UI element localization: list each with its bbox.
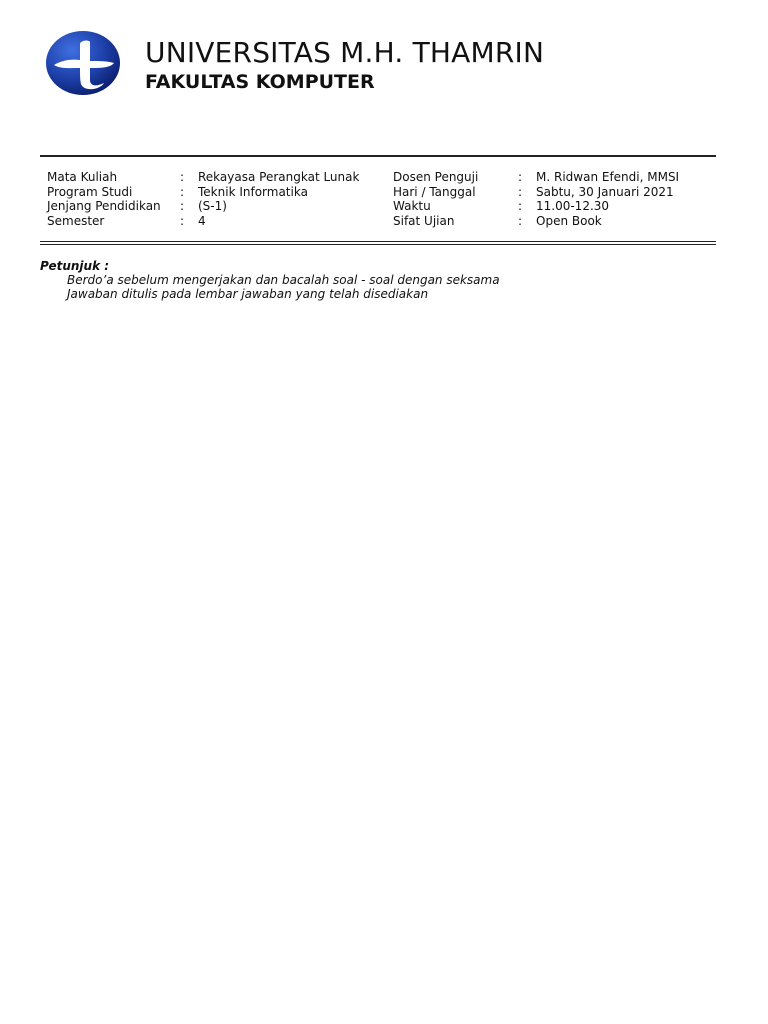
- info-separator: :: [180, 213, 185, 228]
- info-label: Hari / Tanggal: [393, 184, 476, 199]
- university-name: UNIVERSITAS M.H. THAMRIN: [145, 36, 545, 69]
- info-value: 11.00-12.30: [536, 199, 610, 214]
- info-label: Program Studi: [47, 184, 133, 199]
- info-label: Semester: [47, 213, 105, 228]
- faculty-name: FAKULTAS KOMPUTER: [145, 71, 375, 93]
- info-value: 4: [198, 213, 206, 228]
- info-separator: :: [180, 170, 185, 184]
- info-value: Teknik Informatika: [198, 184, 308, 199]
- info-separator: :: [518, 170, 523, 184]
- bottom-divider: [40, 241, 716, 242]
- info-value: Rekayasa Perangkat Lunak: [198, 170, 360, 184]
- info-separator: :: [518, 184, 523, 199]
- info-label: Mata Kuliah: [47, 170, 118, 184]
- info-value: (S-1): [198, 199, 227, 214]
- info-label: Jenjang Pendidikan: [47, 199, 161, 214]
- info-label: Waktu: [393, 199, 431, 214]
- instruction-line: Berdo’a sebelum mengerjakan dan bacalah soal - soal dengan seksama: [67, 273, 500, 287]
- info-separator: :: [180, 184, 185, 199]
- bottom-divider-second: [40, 244, 716, 245]
- info-value: Open Book: [536, 213, 602, 228]
- instruction-line: Jawaban ditulis pada lembar jawaban yang telah disediakan: [67, 287, 429, 301]
- info-separator: :: [180, 199, 185, 214]
- info-label: Sifat Ujian: [393, 213, 455, 228]
- info-label: Dosen Penguji: [393, 170, 479, 184]
- university-logo: [44, 30, 122, 96]
- top-divider: [40, 155, 716, 157]
- info-value: M. Ridwan Efendi, MMSI: [536, 170, 680, 184]
- instructions-title: Petunjuk :: [40, 259, 110, 273]
- info-value: Sabtu, 30 Januari 2021: [536, 184, 674, 199]
- info-separator: :: [518, 199, 523, 214]
- info-separator: :: [518, 213, 523, 228]
